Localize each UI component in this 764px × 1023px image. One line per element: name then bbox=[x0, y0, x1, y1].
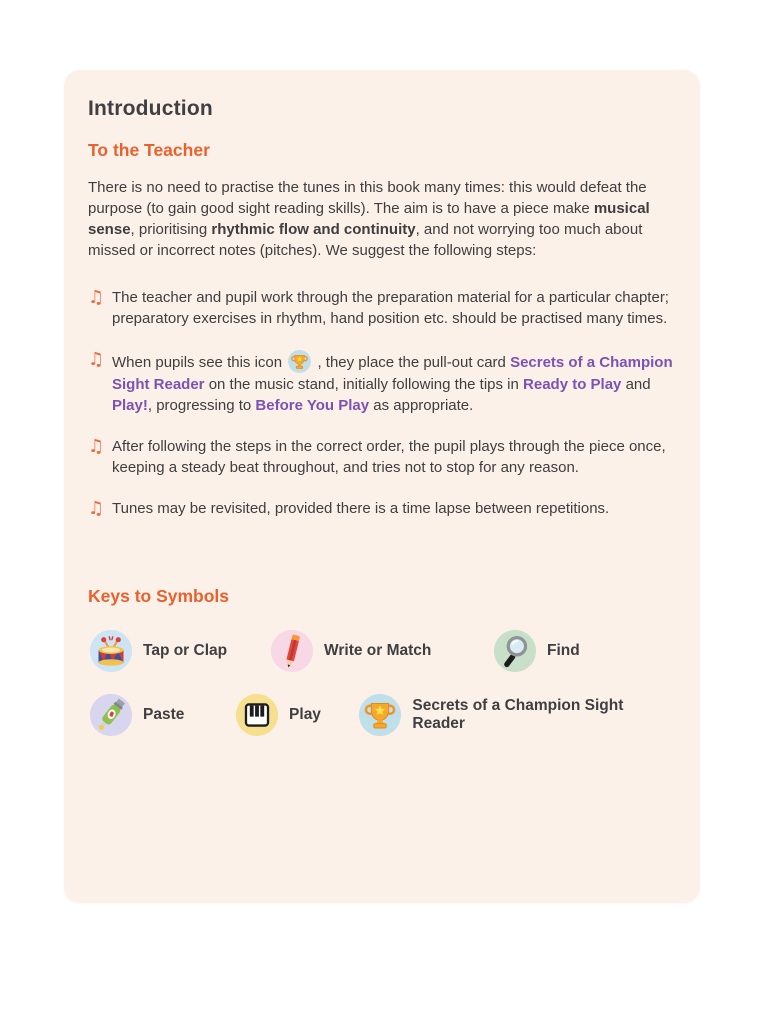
symbol-label: Write or Match bbox=[324, 642, 432, 659]
page-card bbox=[64, 70, 700, 903]
steps-list bbox=[88, 287, 676, 519]
symbols-row-2 bbox=[88, 692, 676, 738]
section-heading-keys-to-symbols: Keys to Symbols bbox=[88, 586, 230, 606]
symbol-label: Secrets of a Champion Sight Reader bbox=[412, 697, 624, 732]
drum-icon bbox=[88, 628, 134, 674]
symbol-label: Play bbox=[289, 706, 321, 723]
symbol-label: Tap or Clap bbox=[143, 642, 228, 659]
glue-icon bbox=[88, 692, 134, 738]
symbol-item-secrets bbox=[357, 692, 676, 738]
step-text: After following the steps in the correct order, the pupil plays through the piece once, keeping a steady beat throughout, and tries not to stop for any reason. bbox=[112, 438, 666, 476]
symbol-label: Paste bbox=[143, 706, 185, 723]
symbol-item-write-or-match bbox=[269, 628, 492, 674]
pencil-icon bbox=[269, 628, 315, 674]
step-item bbox=[88, 498, 676, 519]
music-note-icon: ♫ bbox=[88, 436, 105, 457]
step-item bbox=[88, 436, 676, 478]
step-text: The teacher and pupil work through the preparation material for a particular chapter; preparatory exercises in rhythm, hand position etc. should be practised many times. bbox=[112, 289, 669, 327]
symbols-row-1 bbox=[88, 628, 676, 674]
section-heading-to-the-teacher: To the Teacher bbox=[88, 140, 210, 160]
music-note-icon: ♫ bbox=[88, 287, 105, 308]
symbol-item-play bbox=[234, 692, 357, 738]
step-text: When pupils see this icon , they place the pull-out card Secrets of a Champion Sight Reader on the music stand, initially following the tips in Ready to Play and Play!, progressing to Before You Play as appropriate. bbox=[112, 349, 676, 416]
symbol-item-paste bbox=[88, 692, 234, 738]
step-text: Tunes may be revisited, provided there is a time lapse between repetitions. bbox=[112, 500, 610, 517]
page-title: Introduction bbox=[88, 97, 213, 120]
piano-icon bbox=[234, 692, 280, 738]
music-note-icon: ♫ bbox=[88, 498, 105, 519]
intro-paragraph: There is no need to practise the tunes in this book many times: this would defeat the purpose (to gain good sight reading skills). The aim is to have a piece make musical sense, prioritising rhythmic flow and continuity, and not worrying too much about missed or incorrect notes (pitches). We suggest the following steps: bbox=[88, 179, 650, 259]
symbol-item-find bbox=[492, 628, 580, 674]
trophy-icon bbox=[287, 349, 312, 374]
step-item bbox=[88, 287, 676, 329]
step-item bbox=[88, 349, 676, 416]
magnifier-icon bbox=[492, 628, 538, 674]
symbol-label: Find bbox=[547, 642, 580, 659]
trophy-icon bbox=[357, 692, 403, 738]
music-note-icon: ♫ bbox=[88, 349, 105, 370]
symbol-item-tap-or-clap bbox=[88, 628, 269, 674]
